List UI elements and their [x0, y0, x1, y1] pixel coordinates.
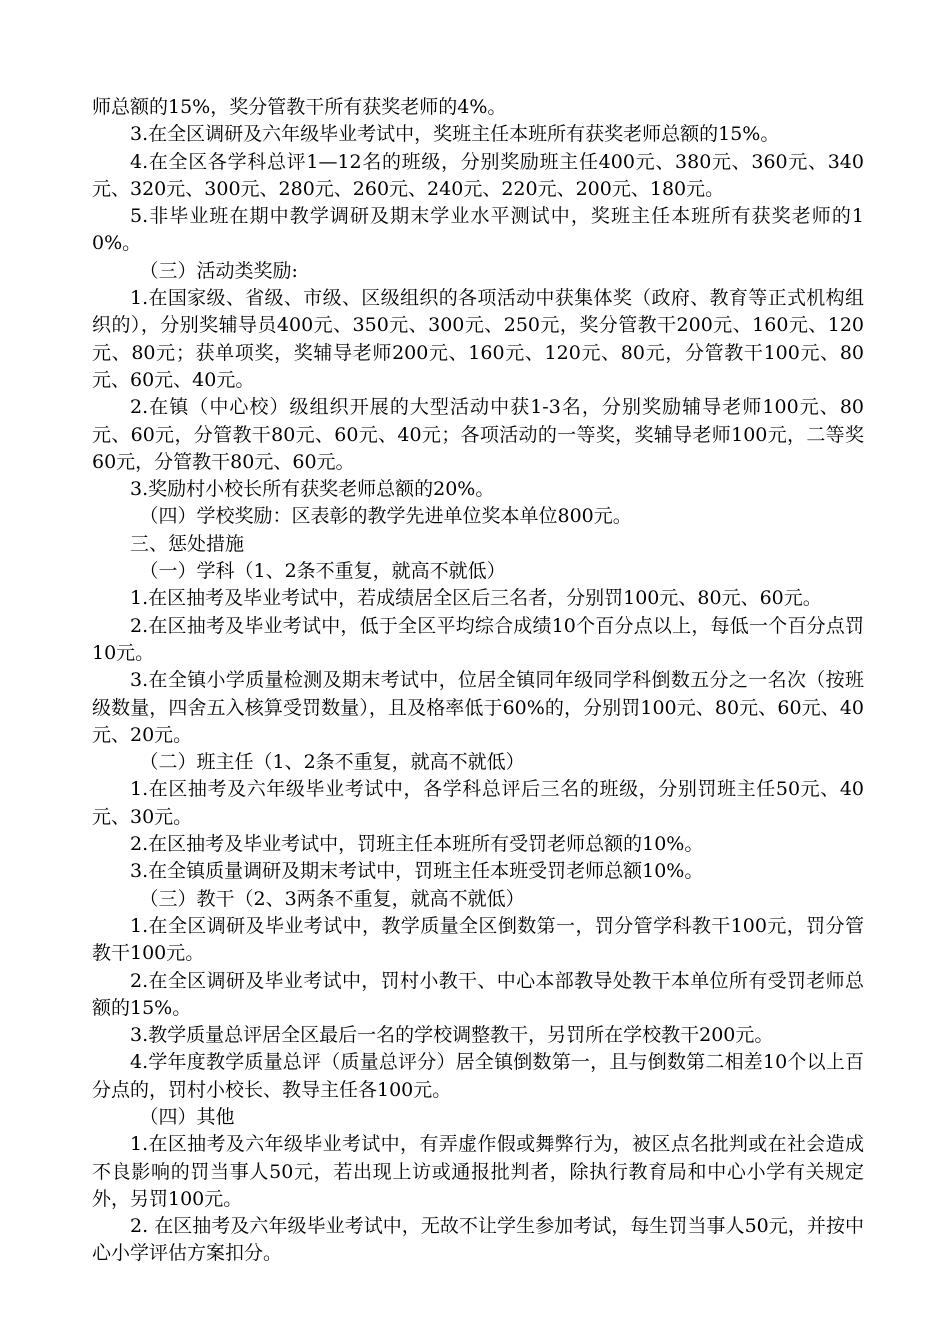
paragraph: 1.在区抽考及毕业考试中，若成绩居全区后三名者，分别罚100元、80元、60元。 — [130, 587, 822, 610]
paragraph: 3.在全镇质量调研及期末考试中，罚班主任本班受罚老师总额10%。 — [130, 860, 704, 883]
paragraph: 5.非毕业班在期中教学调研及期末学业水平测试中，奖班主任本班所有获奖老师的10%。 — [92, 205, 864, 255]
paragraph: 2. 在区抽考及六年级毕业考试中，无故不让学生参加考试，每生罚当事人50元，并按中心小学评估方案扣分。 — [92, 1215, 864, 1265]
paragraph: 2.在区抽考及毕业考试中，罚班主任本班所有受罚老师总额的10%。 — [130, 833, 704, 856]
paragraph: 4.在全区各学科总评1—12名的班级，分别奖励班主任400元、380元、360元、340元、320元、300元、280元、260元、240元、220元、200元、180元。 — [92, 150, 864, 200]
paragraph: 2.在全区调研及毕业考试中，罚村小教干、中心本部教导处教干本单位所有受罚老师总额的15%。 — [92, 969, 864, 1019]
section-heading: （四）其他 — [139, 1105, 235, 1128]
section-heading: （三）活动类奖励: — [139, 259, 298, 282]
paragraph: 3.奖励村小校长所有获奖老师总额的20%。 — [130, 478, 495, 501]
section-heading: （三）教干（2、3两条不重复，就高不就低） — [139, 887, 525, 910]
paragraph: 3.在全镇小学质量检测及期末考试中，位居全镇同年级同学科倒数五分之一名次（按班级数量，四舍五入核算受罚数量），且及格率低于60%的，分别罚100元、80元、60元、40元、20元。 — [92, 669, 864, 746]
paragraph: 1.在区抽考及六年级毕业考试中，各学科总评后三名的班级，分别罚班主任50元、40元、30元。 — [92, 778, 864, 828]
paragraph: 师总额的15%，奖分管教干所有获奖老师的4%。 — [92, 96, 507, 118]
section-heading: （四）学校奖励：区表彰的教学先进单位奖本单位800元。 — [139, 505, 632, 528]
section-heading: （二）班主任（1、2条不重复，就高不就低） — [139, 751, 525, 774]
paragraph: 3.教学质量总评居全区最后一名的学校调整教干，另罚所在学校教干200元。 — [130, 1024, 774, 1047]
section-heading: （一）学科（1、2条不重复，就高不就低） — [139, 560, 506, 583]
paragraph: 4.学年度教学质量总评（质量总评分）居全镇倒数第一，且与倒数第二相差10个以上百分点的，罚村小校长、教导主任各100元。 — [92, 1051, 864, 1101]
paragraph: 1.在区抽考及六年级毕业考试中，有弄虚作假或舞弊行为，被区点名批判或在社会造成不良影响的罚当事人50元，若出现上访或通报批判者，除执行教育局和中心小学有关规定外，另罚100元。 — [92, 1133, 864, 1210]
paragraph: 2.在区抽考及毕业考试中，低于全区平均综合成绩10个百分点以上，每低一个百分点罚10元。 — [92, 614, 864, 664]
chapter-heading: 三、惩处措施 — [130, 532, 245, 555]
paragraph: 1.在国家级、省级、市级、区级组织的各项活动中获集体奖（政府、教育等正式机构组织的），分别奖辅导员400元、350元、300元、250元，奖分管教干200元、160元、120元、80元；获单项奖，奖辅导老师200元、160元、120元、80元，分管教干100元、80元、60元、40元。 — [92, 287, 864, 391]
paragraph: 3.在全区调研及六年级毕业考试中，奖班主任本班所有获奖老师总额的15%。 — [130, 123, 780, 146]
paragraph: 2.在镇（中心校）级组织开展的大型活动中获1-3名，分别奖励辅导老师100元、80元、60元，分管教干80元、60元、40元；各项活动的一等奖，奖辅导老师100元，二等奖60元，分管教干80元、60元。 — [92, 396, 864, 473]
paragraph: 1.在全区调研及毕业考试中，教学质量全区倒数第一，罚分管学科教干100元，罚分管教干100元。 — [92, 914, 864, 965]
